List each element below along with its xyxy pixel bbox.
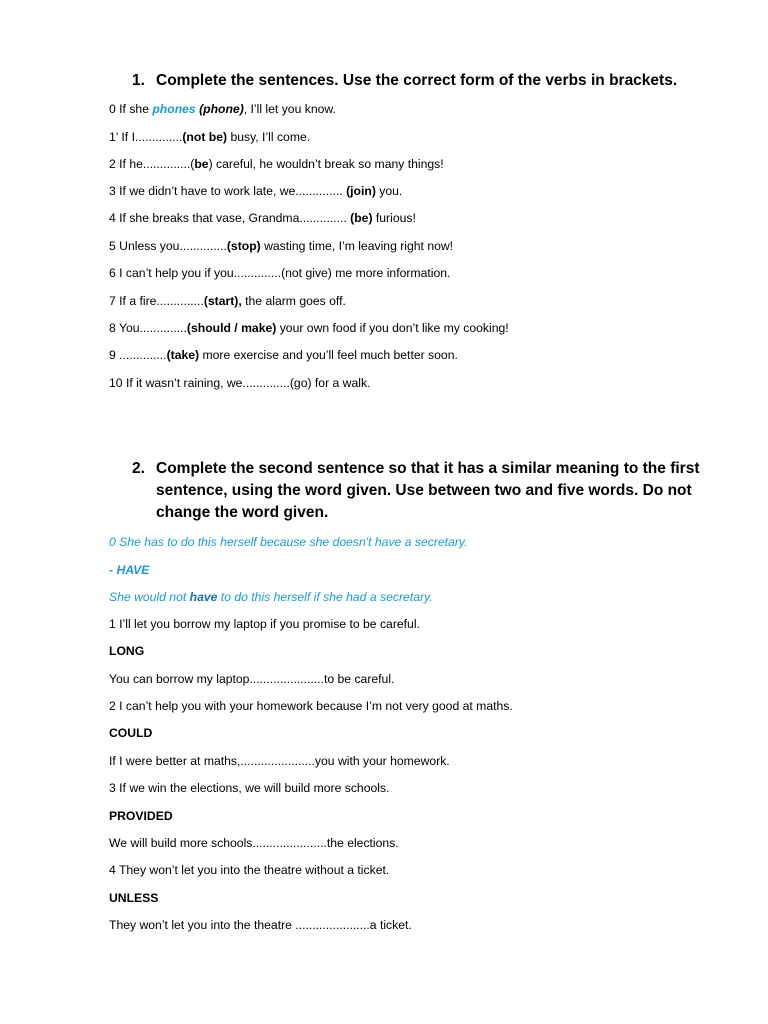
exercise-item: 6 I can’t help you if you..............(not give) me more information. <box>109 266 451 280</box>
section-title: Complete the sentences. Use the correct form of the verbs in brackets. <box>156 72 678 89</box>
example-sentence: 0 She has to do this herself because she doesn't have a secretary. <box>109 535 468 549</box>
exercise-item: 5 Unless you..............(stop) wasting time, I’m leaving right now! <box>109 239 454 253</box>
transform-sentence: 4 They won’t let you into the theatre without a ticket. <box>109 863 390 877</box>
exercise-item: 2 If he..............(be) careful, he wouldn’t break so many things! <box>109 157 444 171</box>
exercise-item: 10 If it wasn’t raining, we..............(go) for a walk. <box>109 376 371 390</box>
transform-keyword: COULD <box>109 726 153 740</box>
transform-sentence: 3 If we win the elections, we will build more schools. <box>109 781 390 795</box>
exercise-item: 1’ If I..............(not be) busy, I’ll come. <box>109 130 311 144</box>
section-title-line: sentence, using the word given. Use between two and five words. Do not <box>156 482 692 499</box>
section-title-line: change the word given. <box>156 504 329 521</box>
section-number: 2. <box>132 460 145 477</box>
transform-keyword: UNLESS <box>109 891 159 905</box>
exercise-item: 9 ..............(take) more exercise and you’ll feel much better soon. <box>109 348 458 362</box>
transform-answer: You can borrow my laptop......................to be careful. <box>109 672 395 686</box>
section-1-heading <box>132 70 732 92</box>
transform-sentence: 1 I’ll let you borrow my laptop if you promise to be careful. <box>109 617 420 631</box>
transform-sentence: 2 I can’t help you with your homework because I’m not very good at maths. <box>109 699 513 713</box>
transform-keyword: PROVIDED <box>109 809 173 823</box>
transform-answer: If I were better at maths,......................you with your homework. <box>109 754 450 768</box>
section-2-heading <box>132 458 732 524</box>
example-answer: She would not have to do this herself if she had a secretary. <box>109 590 433 604</box>
example-keyword: - HAVE <box>109 563 150 577</box>
exercise-item: 8 You..............(should / make) your own food if you don’t like my cooking! <box>109 321 509 335</box>
example-hint: (phone) <box>195 102 244 116</box>
section-title-line: Complete the second sentence so that it has a similar meaning to the first <box>156 460 700 477</box>
example-sentence: 0 If she phones (phone), I’ll let you know. <box>109 102 336 116</box>
transform-keyword: LONG <box>109 644 145 658</box>
exercise-item: 4 If she breaks that vase, Grandma.............. (be) furious! <box>109 211 416 225</box>
exercise-item: 3 If we didn’t have to work late, we.............. (join) you. <box>109 184 403 198</box>
transform-answer: They won’t let you into the theatre ......................a ticket. <box>109 918 412 932</box>
example-answer-word: have <box>189 590 218 604</box>
section-number: 1. <box>132 72 145 89</box>
example-answer: phones <box>152 102 196 116</box>
exercise-item: 7 If a fire..............(start), the alarm goes off. <box>109 294 346 308</box>
transform-answer: We will build more schools......................the elections. <box>109 836 399 850</box>
